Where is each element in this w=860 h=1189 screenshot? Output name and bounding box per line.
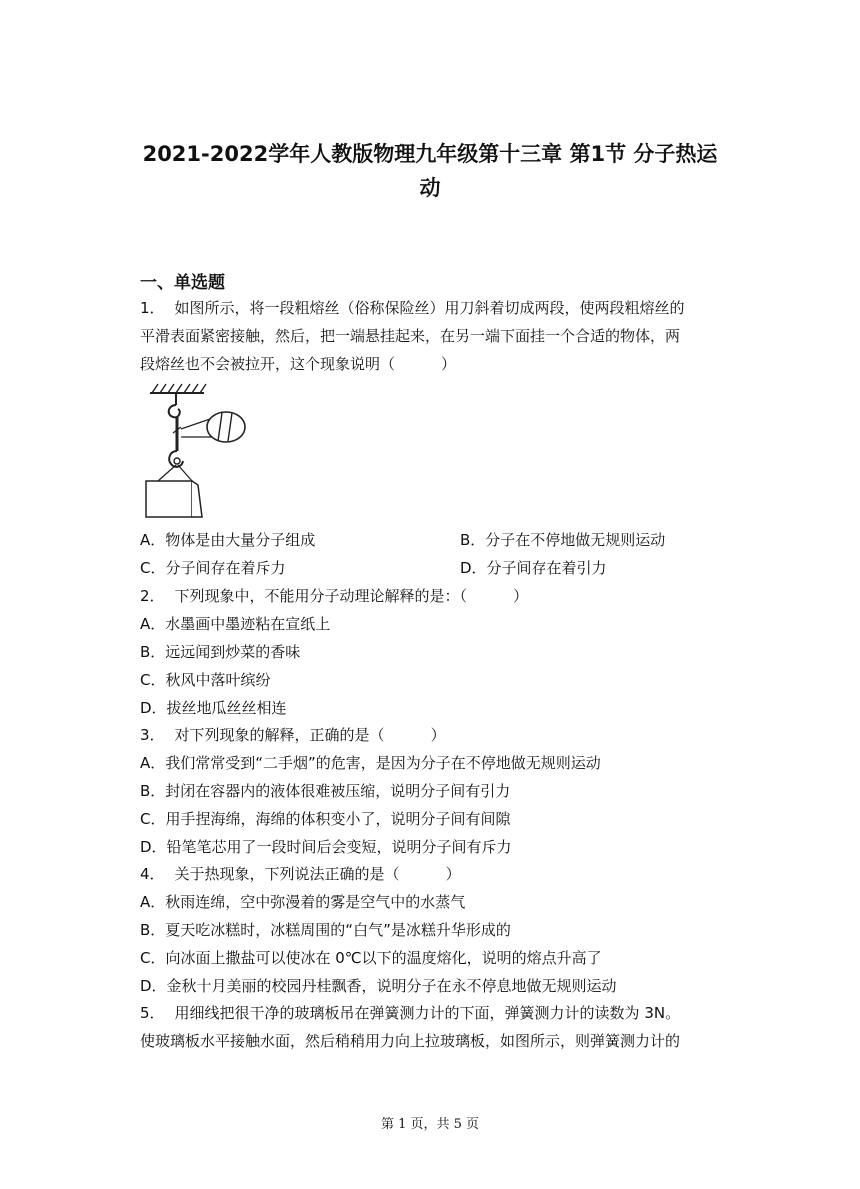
q3-stem — [140, 725, 446, 745]
q3-option-c: C．用手捏海绵，海绵的体积变小了，说明分子间有间隙 — [140, 810, 511, 828]
q3-option-a: A．我们常常受到“二手烟”的危害，是因为分子在不停地做无规则运动 — [140, 754, 601, 772]
q1-number: 1． — [140, 299, 165, 317]
q1-stem-line-1 — [140, 298, 685, 318]
q4-text: 关于热现象，下列说法正确的是（ — [174, 865, 400, 883]
q4-text-close: ） — [445, 865, 461, 883]
fuse-hanging-figure — [140, 381, 250, 521]
q1-stem-line-2: 平滑表面紧密接触，然后，把一端悬挂起来，在另一端下面挂一个合适的物体，两 — [140, 327, 681, 345]
title-line-1: 2021-2022学年人教版物理九年级第十三章 第1节 分子热运 — [142, 142, 718, 166]
q1-text-3: 段熔丝也不会被拉开，这个现象说明（ — [140, 355, 396, 373]
q1-option-b: B．分子在不停地做无规则运动 — [460, 531, 666, 549]
q5-text-1: 用细线把很干净的玻璃板吊在弹簧测力计的下面，弹簧测力计的读数为 3N。 — [174, 1004, 681, 1022]
q2-stem — [140, 586, 528, 606]
q3-text-close: ） — [430, 726, 446, 744]
q2-option-d: D．拔丝地瓜丝丝相连 — [140, 699, 287, 717]
q2-text: 下列现象中，不能用分子动理论解释的是：（ — [174, 587, 468, 605]
q5-stem-line-1 — [140, 1003, 680, 1023]
q4-option-a: A．秋雨连绵，空中弥漫着的雾是空气中的水蒸气 — [140, 893, 466, 911]
q3-option-b: B．封闭在容器内的液体很难被压缩，说明分子间有引力 — [140, 782, 511, 800]
q2-option-a: A．水墨画中墨迹粘在宣纸上 — [140, 615, 331, 633]
q4-option-c: C．向冰面上撒盐可以使冰在 0℃以下的温度熔化，说明的熔点升高了 — [140, 949, 602, 967]
q5-stem-line-2: 使玻璃板水平接触水面，然后稍稍用力向上拉玻璃板，如图所示，则弹簧测力计的 — [140, 1032, 681, 1050]
q4-number: 4． — [140, 865, 165, 883]
q4-stem — [140, 864, 461, 884]
q4-option-b: B．夏天吃冰糕时，冰糕周围的“白气”是冰糕升华形成的 — [140, 921, 511, 939]
q5-number: 5． — [140, 1004, 165, 1022]
q2-option-c: C．秋风中落叶缤纷 — [140, 671, 271, 689]
q2-text-close: ） — [513, 587, 529, 605]
q1-option-d: D．分子间存在着引力 — [460, 559, 607, 577]
q1-text-3-close: ） — [441, 355, 457, 373]
q2-option-b: B．远远闻到炒菜的香味 — [140, 643, 301, 661]
q4-option-d: D．金秋十月美丽的校园丹桂飘香，说明分子在永不停息地做无规则运动 — [140, 977, 617, 995]
section-heading: 一、单选题 — [140, 273, 225, 293]
page-footer: 第 1 页，共 5 页 — [380, 1117, 480, 1132]
q3-number: 3． — [140, 726, 165, 744]
q1-option-c: C．分子间存在着斥力 — [140, 559, 286, 577]
q3-option-d: D．铅笔笔芯用了一段时间后会变短，说明分子间有斥力 — [140, 838, 512, 856]
q3-text: 对下列现象的解释，正确的是（ — [174, 726, 385, 744]
q1-text-1: 如图所示，将一段粗熔丝（俗称保险丝）用刀斜着切成两段，使两段粗熔丝的 — [174, 299, 685, 317]
document-title — [120, 137, 740, 205]
q2-number: 2． — [140, 587, 165, 605]
q1-option-a: A．物体是由大量分子组成 — [140, 531, 316, 549]
title-line-2: 动 — [419, 176, 441, 200]
q1-stem-line-3 — [140, 354, 456, 374]
